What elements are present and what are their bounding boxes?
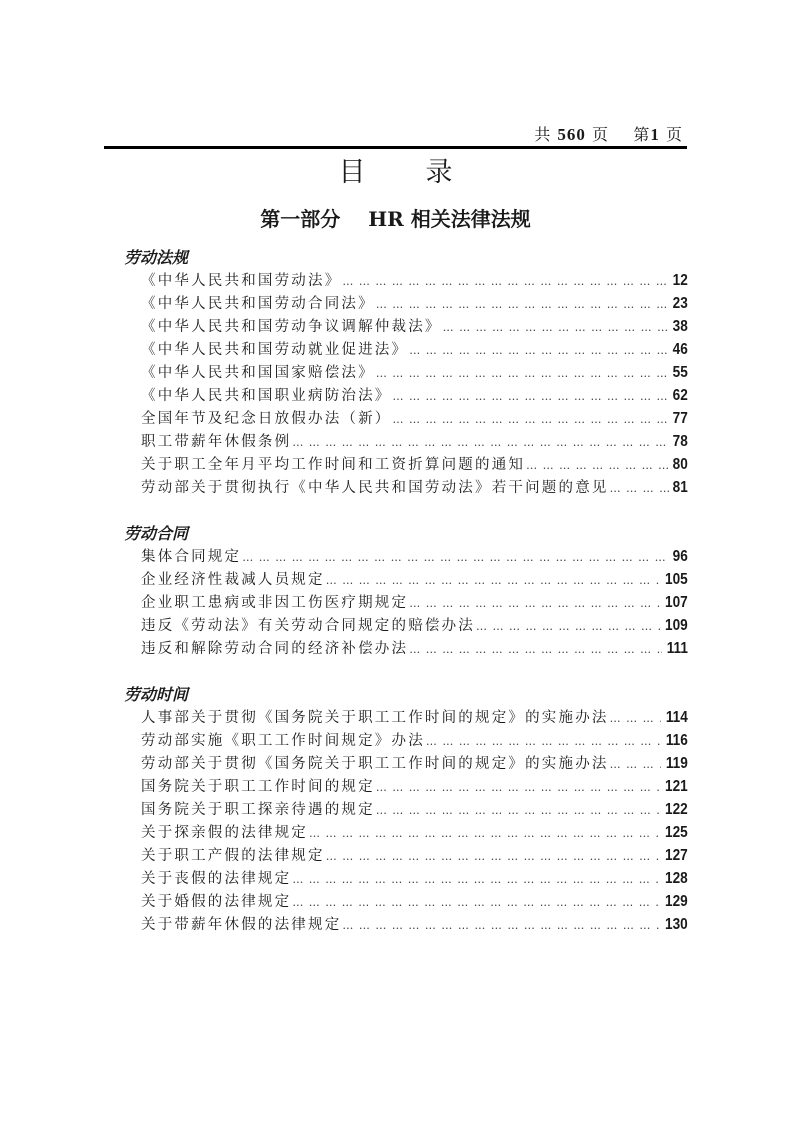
- entry-title: 《中华人民共和国劳动争议调解仲裁法》: [141, 319, 442, 335]
- entry-page-number: 116: [666, 732, 688, 749]
- toc-section: [124, 522, 688, 660]
- entry-title: 违反和解除劳动合同的经济补偿办法: [141, 641, 409, 657]
- current-prefix: 第: [633, 125, 651, 144]
- entry-title: 全国年节及纪念日放假办法（新）: [141, 411, 392, 427]
- entry-title: 企业职工患病或非因工伤医疗期规定: [141, 595, 409, 611]
- dot-leader: [292, 431, 669, 454]
- toc-entry[interactable]: [124, 545, 688, 568]
- entry-title: 集体合同规定: [141, 549, 242, 565]
- toc-entry[interactable]: [124, 752, 688, 775]
- document-title: 目录: [338, 157, 513, 188]
- page-counter: [534, 122, 683, 145]
- toc-entry[interactable]: [124, 476, 688, 499]
- entry-page-number: 78: [672, 433, 688, 450]
- dot-leader: [443, 316, 670, 339]
- toc-entry[interactable]: [124, 591, 688, 614]
- dot-leader: [342, 914, 660, 937]
- dot-leader: [376, 293, 669, 316]
- table-of-contents: [124, 246, 688, 959]
- total-suffix: 页: [592, 125, 610, 144]
- entry-page-number: 127: [665, 847, 688, 864]
- entry-title: 关于带薪年休假的法律规定: [141, 917, 342, 933]
- entry-page-number: 107: [665, 594, 688, 611]
- dot-leader: [326, 569, 661, 592]
- entry-page-number: 111: [666, 640, 688, 657]
- entry-title: 企业经济性裁减人员规定: [141, 572, 325, 588]
- dot-leader: [376, 799, 660, 822]
- entry-page-number: 122: [665, 801, 688, 818]
- toc-entry[interactable]: [124, 292, 688, 315]
- entry-page-number: 46: [672, 341, 688, 358]
- entry-page-number: 81: [672, 479, 688, 496]
- toc-entry[interactable]: [124, 568, 688, 591]
- toc-entry[interactable]: [124, 453, 688, 476]
- entry-page-number: 38: [672, 318, 688, 335]
- section-heading: 劳动法规: [124, 248, 189, 267]
- entry-page-number: 12: [672, 272, 688, 289]
- toc-entry[interactable]: [124, 614, 688, 637]
- toc-entry[interactable]: [124, 384, 688, 407]
- dot-leader: [292, 868, 660, 891]
- entry-title: 国务院关于职工工作时间的规定: [141, 779, 375, 795]
- dot-leader: [342, 270, 669, 293]
- toc-entry[interactable]: [124, 729, 688, 752]
- dot-leader: [610, 707, 662, 730]
- entry-title: 关于丧假的法律规定: [141, 871, 292, 887]
- total-prefix: 共: [534, 125, 552, 144]
- dot-leader: [426, 730, 661, 753]
- entry-page-number: 109: [665, 617, 688, 634]
- dot-leader: [376, 362, 669, 385]
- entry-page-number: 130: [665, 916, 688, 933]
- toc-entry[interactable]: [124, 407, 688, 430]
- dot-leader: [409, 638, 662, 661]
- entry-page-number: 105: [665, 571, 688, 588]
- entry-page-number: 23: [672, 295, 688, 312]
- toc-entry[interactable]: [124, 798, 688, 821]
- toc-section: [124, 246, 688, 499]
- entry-title: 《中华人民共和国职业病防治法》: [141, 388, 392, 404]
- current-page: 1: [650, 125, 660, 144]
- entry-page-number: 77: [672, 410, 688, 427]
- dot-leader: [292, 891, 660, 914]
- dot-leader: [409, 339, 669, 362]
- part-name: HR 相关法律法规: [368, 207, 531, 231]
- toc-entry[interactable]: [124, 913, 688, 936]
- entry-title: 《中华人民共和国国家赔偿法》: [141, 365, 375, 381]
- entry-title: 劳动部关于贯彻执行《中华人民共和国劳动法》若干问题的意见: [141, 480, 609, 496]
- entry-title: 国务院关于职工探亲待遇的规定: [141, 802, 375, 818]
- entry-title: 《中华人民共和国劳动就业促进法》: [141, 342, 409, 358]
- entry-title: 违反《劳动法》有关劳动合同规定的赔偿办法: [141, 618, 475, 634]
- toc-entry[interactable]: [124, 637, 688, 660]
- dot-leader: [610, 477, 670, 500]
- dot-leader: [610, 753, 662, 776]
- entry-page-number: 114: [666, 709, 688, 726]
- entry-title: 劳动部关于贯彻《国务院关于职工工作时间的规定》的实施办法: [141, 756, 609, 772]
- entry-page-number: 80: [672, 456, 688, 473]
- toc-entry[interactable]: [124, 315, 688, 338]
- dot-leader: [409, 592, 660, 615]
- toc-entry[interactable]: [124, 775, 688, 798]
- toc-entry[interactable]: [124, 890, 688, 913]
- entry-page-number: 62: [672, 387, 688, 404]
- dot-leader: [242, 546, 669, 569]
- entry-page-number: 125: [665, 824, 688, 841]
- entry-page-number: 96: [672, 548, 688, 565]
- entry-page-number: 128: [665, 870, 688, 887]
- toc-entry[interactable]: [124, 361, 688, 384]
- dot-leader: [309, 822, 660, 845]
- dot-leader: [393, 408, 670, 431]
- entry-page-number: 121: [665, 778, 688, 795]
- toc-entry[interactable]: [124, 821, 688, 844]
- entry-title: 人事部关于贯彻《国务院关于职工工作时间的规定》的实施办法: [141, 710, 609, 726]
- part-label: 第一部分: [260, 207, 341, 231]
- section-heading: 劳动时间: [124, 685, 189, 704]
- entry-title: 劳动部实施《职工工作时间规定》办法: [141, 733, 425, 749]
- page-header: [104, 118, 687, 149]
- part-title: [0, 203, 791, 232]
- section-heading: 劳动合同: [124, 524, 189, 543]
- entry-title: 关于探亲假的法律规定: [141, 825, 308, 841]
- entry-title: 关于职工全年月平均工作时间和工资折算问题的通知: [141, 457, 526, 473]
- toc-entry[interactable]: [124, 867, 688, 890]
- dot-leader: [326, 845, 661, 868]
- toc-entry[interactable]: [124, 338, 688, 361]
- dot-leader: [393, 385, 670, 408]
- total-pages: 560: [557, 125, 586, 144]
- entry-title: 关于婚假的法律规定: [141, 894, 292, 910]
- toc-entry[interactable]: [124, 706, 688, 729]
- entry-title: 《中华人民共和国劳动合同法》: [141, 296, 375, 312]
- toc-entry[interactable]: [124, 430, 688, 453]
- toc-entry[interactable]: [124, 269, 688, 292]
- entry-page-number: 119: [666, 755, 688, 772]
- dot-leader: [526, 454, 669, 477]
- current-suffix: 页: [665, 125, 683, 144]
- dot-leader: [376, 776, 660, 799]
- dot-leader: [476, 615, 660, 638]
- toc-section: [124, 683, 688, 936]
- entry-title: 《中华人民共和国劳动法》: [141, 273, 342, 289]
- entry-page-number: 55: [672, 364, 688, 381]
- entry-title: 职工带薪年休假条例: [141, 434, 292, 450]
- toc-entry[interactable]: [124, 844, 688, 867]
- entry-title: 关于职工产假的法律规定: [141, 848, 325, 864]
- entry-page-number: 129: [665, 893, 688, 910]
